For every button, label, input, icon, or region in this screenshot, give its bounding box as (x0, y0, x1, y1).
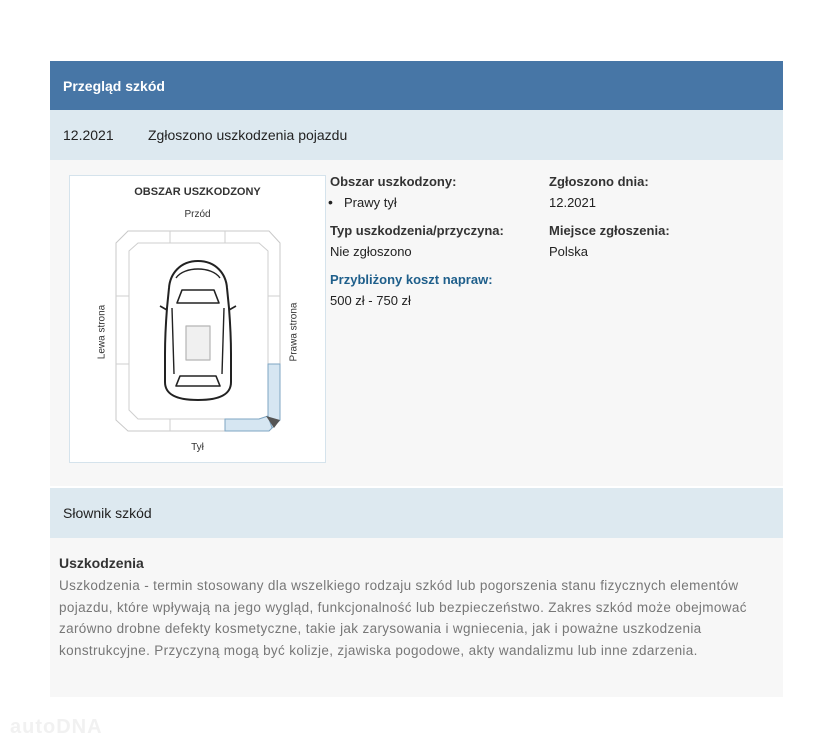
damage-overview-card (50, 61, 783, 697)
front-label: Przód (184, 209, 211, 220)
damage-area-diagram (69, 175, 326, 463)
section-header (50, 61, 783, 110)
damage-info-column (330, 174, 540, 321)
reported-value: 12.2021 (549, 195, 596, 210)
glossary-header (50, 488, 783, 538)
place-value: Polska (549, 244, 589, 259)
type-value: Nie zgłoszono (330, 244, 412, 259)
left-side-label: Lewa strona (96, 304, 108, 360)
area-label: Obszar uszkodzony: (330, 174, 457, 189)
rear-label: Tył (191, 442, 204, 453)
report-row (50, 110, 783, 160)
place-label: Miejsce zgłoszenia: (549, 223, 670, 238)
report-status: Zgłoszono uszkodzenia pojazdu (148, 127, 348, 143)
section-title: Przegląd szkód (63, 77, 165, 94)
cost-value: 500 zł - 750 zł (330, 293, 411, 308)
report-info-column (549, 174, 769, 272)
type-label: Typ uszkodzenia/przyczyna: (330, 223, 504, 238)
watermark-text: autoDNA (10, 716, 103, 738)
report-date: 12.2021 (63, 127, 114, 143)
glossary-term: Uszkodzenia (59, 555, 144, 571)
glossary-body (50, 538, 783, 697)
cost-label: Przybliżony koszt napraw: (330, 272, 493, 287)
damage-area-list (330, 195, 540, 210)
glossary-definition: Uszkodzenia - termin stosowany dla wszelkiego rodzaju szkód lub pogorszenia stanu fizycznych elementów pojazdu, które wpływają na jego wygląd, funkcjonalność lub bezpieczeństwo. Zakres szkód może obejmować zarówno drobne defekty kosmetyczne, takie jak zarysowania i wgniecenia, jak i poważne uszkodzenia konstrukcyjne. Przyczyną mogą być kolizje, zjawiska pogodowe, akty wandalizmu lub inne zdarzenia. (59, 578, 747, 658)
diagram-title: OBSZAR USZKODZONY (134, 186, 261, 198)
glossary-title: Słownik szkód (63, 505, 152, 521)
reported-label: Zgłoszono dnia: (549, 174, 649, 189)
damage-details (50, 160, 783, 486)
car-zones-graphic (70, 176, 327, 464)
watermark-logo (10, 716, 103, 739)
right-side-label: Prawa strona (288, 302, 300, 362)
list-item: • Prawy tył (330, 195, 540, 210)
